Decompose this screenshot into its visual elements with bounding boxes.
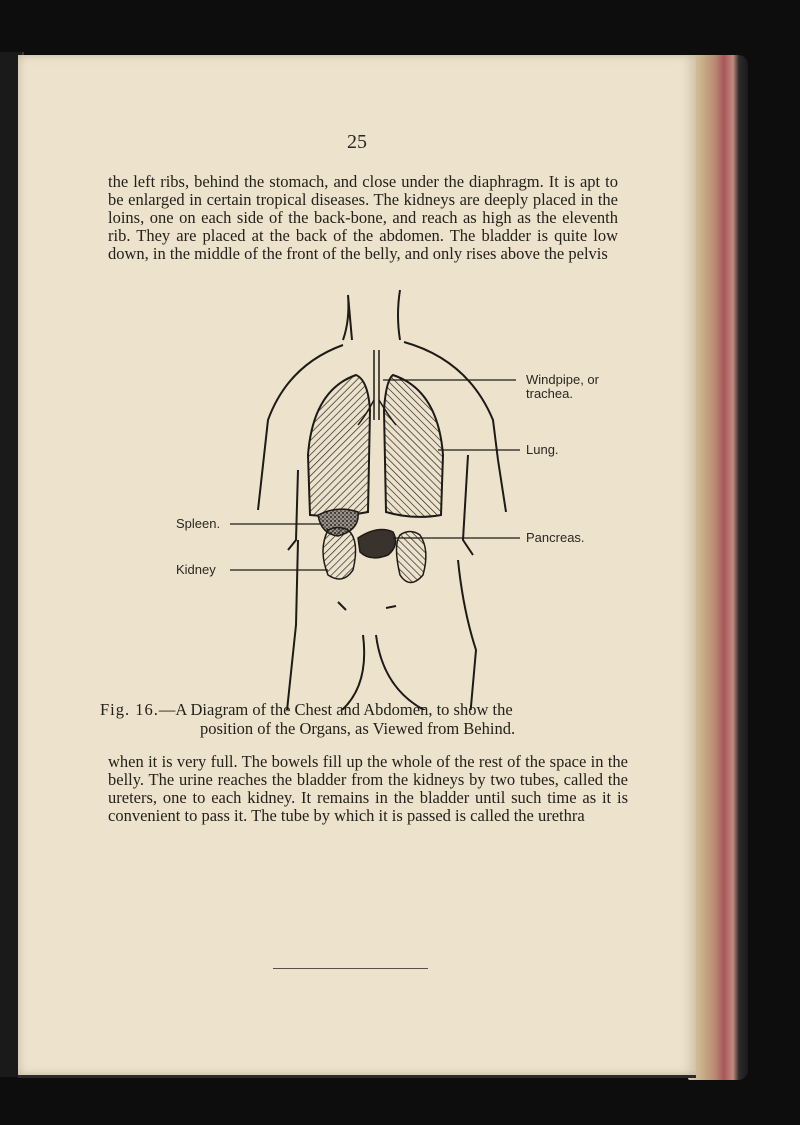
label-lung: Lung. [526, 442, 559, 457]
figure-number: Fig. 16. [100, 700, 159, 719]
kidney-right [397, 532, 426, 583]
arm-right [463, 455, 473, 555]
caption-line-1: —A Diagram of the Chest and Abdomen, to show the [158, 700, 513, 719]
pancreas [358, 530, 396, 558]
book-page-edges [688, 55, 748, 1080]
label-spleen: Spleen. [176, 516, 221, 531]
neck-outline-left [343, 295, 352, 340]
pelvis-curve-right [376, 635, 428, 710]
book-page [18, 55, 696, 1078]
paragraph-top: the left ribs, behind the stomach, and close under the diaphragm. It is apt to be enlarged in certain tropical diseases. The kidneys are deeply placed in the loins, one on each side of the back-bone, and reach as high as the eleventh rib. They are placed at the back of the abdomen. The bladder is quite low down, in the middle of the front of the belly, and only rises above the pelvis [108, 172, 618, 263]
label-kidney: Kidney [176, 562, 216, 577]
trunk-right [458, 560, 476, 710]
page-number: 25 [347, 131, 367, 153]
kidney-left [323, 528, 356, 580]
label-windpipe: Windpipe, or [526, 372, 599, 387]
trunk-left [286, 540, 298, 710]
caption-line-2: position of the Organs, as Viewed from Behind. [200, 719, 516, 738]
anatomy-diagram [138, 280, 628, 710]
pelvis-curve [336, 635, 364, 710]
lung-right [384, 375, 443, 517]
arm-left [288, 470, 298, 550]
paragraph-bottom: when it is very full. The bowels fill up the whole of the rest of the space in the belly. The urine reaches the bladder from the kidneys by two tubes, called the ureters, one to each kidney. It remains in the bladder until such time as it is convenient to pass it. The tube by which it is passed is called the urethra [108, 752, 628, 825]
label-trachea: trachea. [526, 386, 573, 401]
neck-outline-right [398, 290, 400, 340]
label-pancreas: Pancreas. [526, 530, 585, 545]
anatomy-figure [138, 280, 628, 710]
lung-left [308, 375, 370, 516]
end-rule [273, 968, 428, 969]
figure-caption [100, 700, 630, 738]
arm-right-outer [498, 460, 506, 512]
